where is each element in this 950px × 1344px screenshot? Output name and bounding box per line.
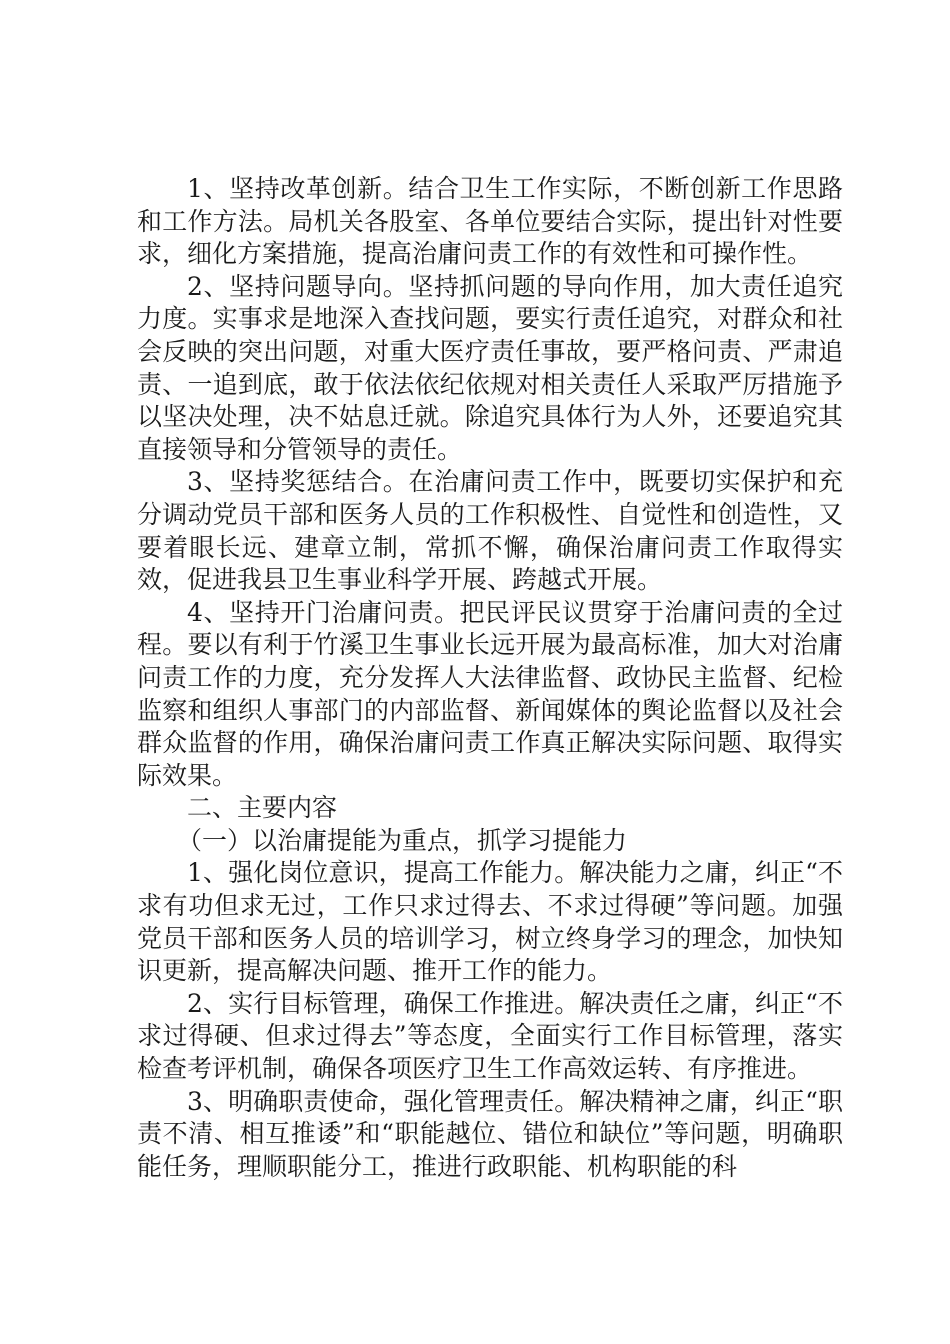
paragraph-problem-oriented: 2、坚持问题导向。坚持抓问题的导向作用，加大责任追究力度。实事求是地深入查找问题，要实行责任追究，对群众和社会反映的突出问题，对重大医疗责任事故，要严格问责、严肃追责、一追到底，敢于依法依纪依规对相关责任人采取严厉措施予以坚决处理，决不姑息迁就。除追究具体行为人外，还要追究其直接领导和分管领导的责任。	[137, 271, 843, 464]
section-heading-main-content: 二、主要内容	[187, 793, 338, 823]
subsection-heading-capability: （一）以治庸提能为重点，抓学习提能力	[177, 825, 628, 855]
paragraph-reward-punishment: 3、坚持奖惩结合。在治庸问责工作中，既要切实保护和充分调动党员干部和医务人员的工作积极性、自觉性和创造性，又要着眼长远、建章立制，常抓不懈，确保治庸问责工作取得实效，促进我县卫生事业科学开展、跨越式开展。	[137, 467, 843, 595]
paragraph-open-accountability: 4、坚持开门治庸问责。把民评民议贯穿于治庸问责的全过程。要以有利于竹溪卫生事业长远开展为最高标准，加大对治庸问责工作的力度，充分发挥人大法律监督、政协民主监督、纪检监察和组织人事部门的内部监督、新闻媒体的舆论监督以及社会群众监督的作用，确保治庸问责工作真正解决实际问题、取得实际效果。	[137, 597, 843, 790]
paragraph-duty-mission: 3、明确职责使命，强化管理责任。解决精神之庸，纠正“职责不清、相互推诿”和“职能越位、错位和缺位”等问题，明确职能任务，理顺职能分工，推进行政职能、机构职能的科	[137, 1086, 843, 1181]
paragraph-post-awareness: 1、强化岗位意识，提高工作能力。解决能力之庸，纠正“不求有功但求无过，工作只求过得去、不求过得硬”等问题。加强党员干部和医务人员的培训学习，树立终身学习的理念，加快知识更新，提高解决问题、推开工作的能力。	[137, 858, 843, 986]
paragraph-reform-innovation: 1、坚持改革创新。结合卫生工作实际，不断创新工作思路和工作方法。局机关各股室、各单位要结合实际，提出针对性要求，细化方案措施，提高治庸问责工作的有效性和可操作性。	[137, 174, 843, 269]
paragraph-target-management: 2、实行目标管理，确保工作推进。解决责任之庸，纠正“不求过得硬、但求过得去”等态度，全面实行工作目标管理，落实检查考评机制，确保各项医疗卫生工作高效运转、有序推进。	[137, 988, 843, 1084]
document-body	[137, 173, 843, 1183]
